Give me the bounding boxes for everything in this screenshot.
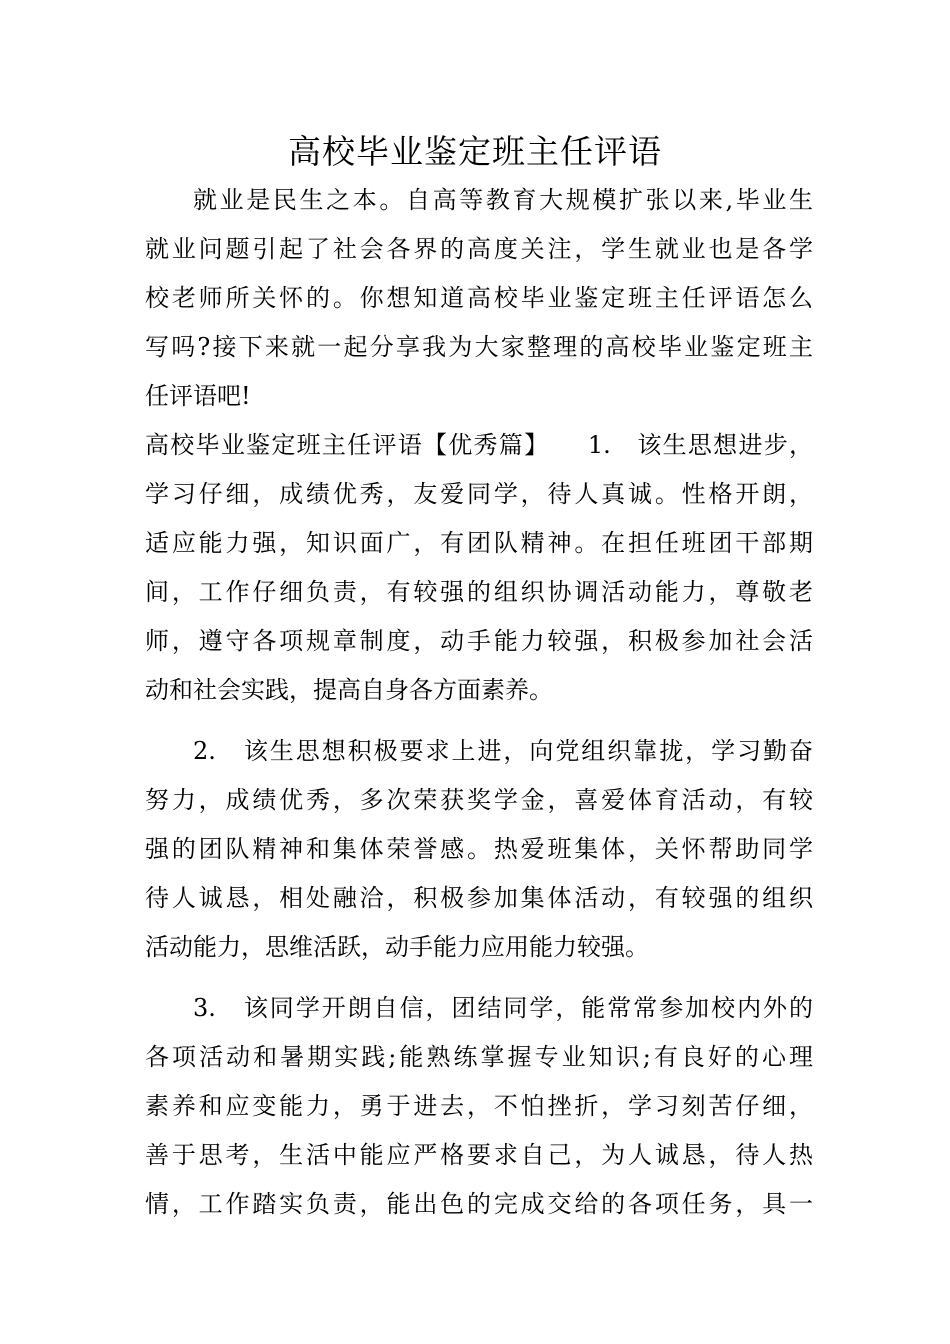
body-line: 高校毕业鉴定班主任评语【优秀篇】 1. 该生思想进步， [145, 431, 813, 459]
body-line: 素养和应变能力，勇于进去，不怕挫折，学习刻苦仔细， [145, 1092, 813, 1120]
body-line: 就业是民生之本。自高等教育大规模扩张以来,毕业生 [193, 186, 813, 214]
body-line: 各项活动和暑期实践;能熟练掌握专业知识;有良好的心理 [145, 1043, 813, 1071]
body-line: 学习仔细，成绩优秀，友爱同学，待人真诚。性格开朗， [145, 480, 813, 508]
body-line: 动和社会实践，提高自身各方面素养。 [145, 676, 553, 704]
body-line: 2. 该生思想积极要求上进，向党组织靠拢，学习勤奋 [193, 737, 813, 765]
body-line: 任评语吧! [145, 382, 251, 410]
body-line: 情，工作踏实负责，能出色的完成交给的各项任务，具一 [145, 1190, 813, 1218]
body-line: 3. 该同学开朗自信，团结同学，能常常参加校内外的 [193, 994, 813, 1022]
body-line: 适应能力强，知识面广，有团队精神。在担任班团干部期 [145, 529, 813, 557]
document-title: 高校毕业鉴定班主任评语 [288, 132, 662, 171]
body-line: 活动能力，思维活跃，动手能力应用能力较强。 [145, 933, 649, 961]
body-line: 就业问题引起了社会各界的高度关注，学生就业也是各学 [145, 235, 813, 263]
body-line: 师，遵守各项规章制度，动手能力较强，积极参加社会活 [145, 627, 813, 655]
body-line: 待人诚恳，相处融洽，积极参加集体活动，有较强的组织 [145, 884, 813, 912]
body-line: 努力，成绩优秀，多次荣获奖学金，喜爱体育活动，有较 [145, 786, 813, 814]
document-body [145, 176, 813, 1229]
body-line: 间，工作仔细负责，有较强的组织协调活动能力，尊敬老 [145, 578, 813, 606]
body-line: 写吗?接下来就一起分享我为大家整理的高校毕业鉴定班主 [145, 333, 813, 361]
body-line: 善于思考，生活中能应严格要求自己，为人诚恳，待人热 [145, 1141, 813, 1169]
body-line: 校老师所关怀的。你想知道高校毕业鉴定班主任评语怎么 [145, 284, 813, 312]
body-line: 强的团队精神和集体荣誉感。热爱班集体，关怀帮助同学 [145, 835, 813, 863]
